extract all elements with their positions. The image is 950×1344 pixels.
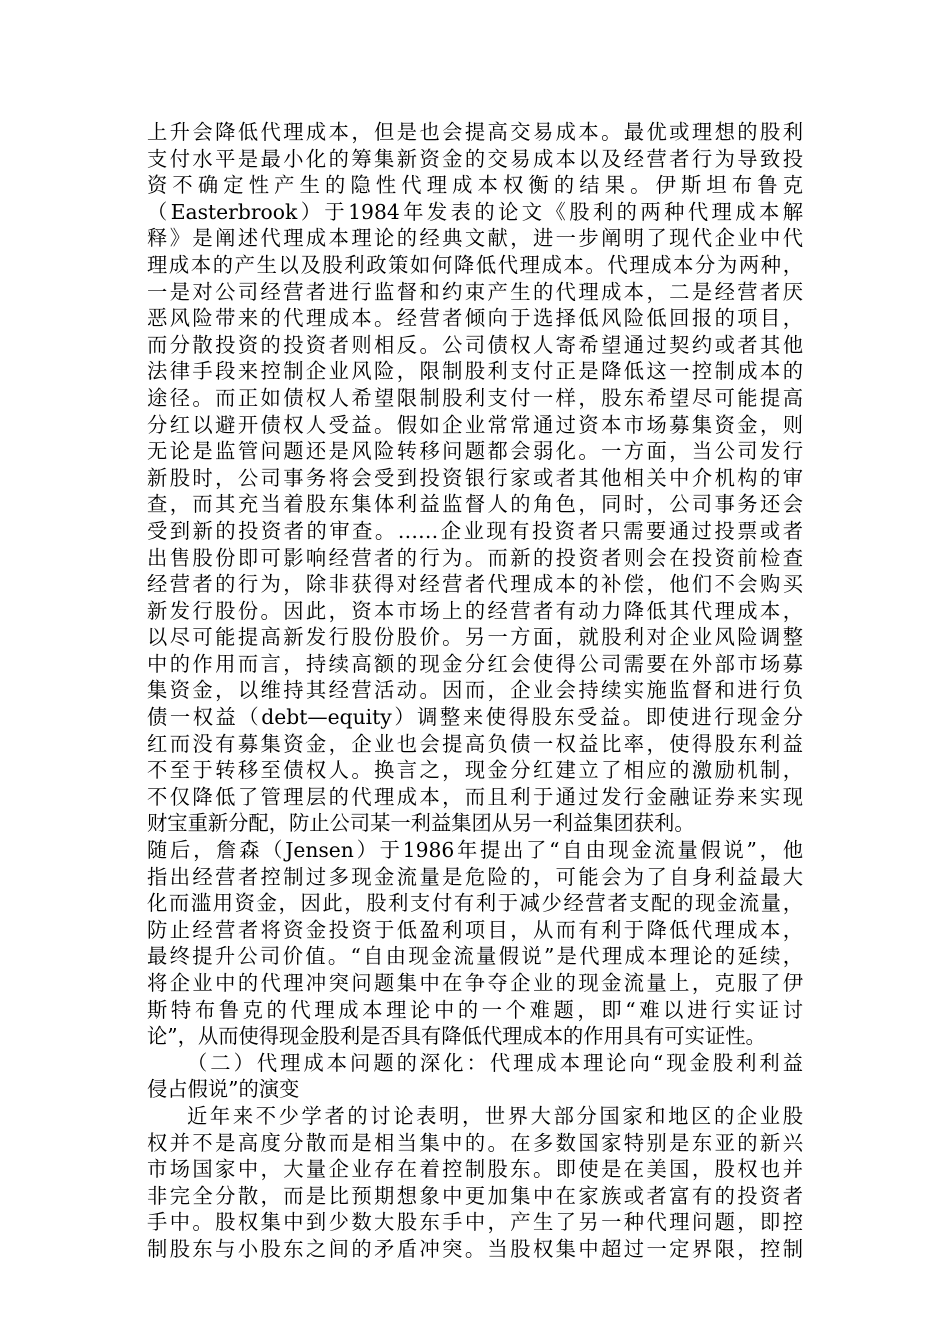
text-line: 释》是阐述代理成本理论的经典文献，进一步阐明了现代企业中代 xyxy=(147,226,803,251)
text-line: 新股时，公司事务将会受到投资银行家或者其他相关中介机构的审 xyxy=(147,465,803,490)
text-line: 手中。股权集中到少数大股东手中，产生了另一种代理问题，即控 xyxy=(147,1210,803,1235)
text-line: 权并不是高度分散而是相当集中的。在多数国家特别是东亚的新兴 xyxy=(147,1130,803,1155)
text-line: 而分散投资的投资者则相反。公司债权人寄希望通过契约或者其他 xyxy=(147,332,803,357)
text-line: 恶风险带来的代理成本。经营者倾向于选择低风险低回报的项目， xyxy=(147,306,803,331)
text-line: 一是对公司经营者进行监督和约束产生的代理成本，二是经营者厌 xyxy=(147,279,803,304)
text-line: 财宝重新分配，防止公司某一利益集团从另一利益集团获利。 xyxy=(147,811,695,836)
text-line: 不仅降低了管理层的代理成本，而且利于通过发行金融证券来实现 xyxy=(147,784,803,809)
text-line: 理成本的产生以及股利政策如何降低代理成本。代理成本分为两种， xyxy=(147,252,803,277)
text-line: 受到新的投资者的审查。……企业现有投资者只需要通过投票或者 xyxy=(147,518,803,543)
text-line: 法律手段来控制企业风险，限制股利支付正是降低这一控制成本的 xyxy=(147,359,803,384)
text-line: 制股东与小股东之间的矛盾冲突。当股权集中超过一定界限，控制 xyxy=(147,1236,803,1261)
text-line: 以尽可能提高新发行股份股价。另一方面，就股利对企业风险调整 xyxy=(147,625,803,650)
text-line: 集资金，以维持其经营活动。因而，企业会持续实施监督和进行负 xyxy=(147,678,803,703)
text-line: 中的作用而言，持续高额的现金分红会使得公司需要在外部市场募 xyxy=(147,651,803,676)
text-line: 途径。而正如债权人希望限制股利支付一样，股东希望尽可能提高 xyxy=(147,385,803,410)
text-line: 指出经营者控制过多现金流量是危险的，可能会为了自身利益最大 xyxy=(147,864,803,889)
text-line: 支付水平是最小化的筹集新资金的交易成本以及经营者行为导致投 xyxy=(147,146,803,171)
text-line: 新发行股份。因此，资本市场上的经营者有动力降低其代理成本， xyxy=(147,598,803,623)
body-text xyxy=(147,119,803,1263)
text-line: 斯特布鲁克的代理成本理论中的一个难题，即“难以进行实证讨 xyxy=(147,997,803,1022)
section-heading-line: （二）代理成本问题的深化：代理成本理论向“现金股利利益 xyxy=(187,1050,803,1075)
text-line: 近年来不少学者的讨论表明，世界大部分国家和地区的企业股 xyxy=(187,1103,803,1128)
text-line: 上升会降低代理成本，但是也会提高交易成本。最优或理想的股利 xyxy=(147,120,803,144)
text-line: 经营者的行为，除非获得对经营者代理成本的补偿，他们不会购买 xyxy=(147,572,803,597)
text-line: 非完全分散，而是比预期想象中更加集中在家族或者富有的投资者 xyxy=(147,1183,803,1208)
text-line: 出售股份即可影响经营者的行为。而新的投资者则会在投资前检查 xyxy=(147,545,803,570)
text-line: 不至于转移至债权人。换言之，现金分红建立了相应的激励机制， xyxy=(147,758,803,783)
text-line: 论”，从而使得现金股利是否具有降低代理成本的作用具有可实证性。 xyxy=(147,1024,766,1049)
text-line: 化而滥用资金，因此，股利支付有利于减少经营者支配的现金流量， xyxy=(147,891,803,916)
text-line: 将企业中的代理冲突问题集中在争夺企业的现金流量上，克服了伊 xyxy=(147,971,803,995)
text-line: 市场国家中，大量企业存在着控制股东。即使是在美国，股权也并 xyxy=(147,1157,803,1182)
text-line: （Easterbrook）于1984年发表的论文《股利的两种代理成本解 xyxy=(147,199,803,224)
text-line: 随后，詹森（Jensen）于1986年提出了“自由现金流量假说”，他 xyxy=(147,838,803,863)
text-line: 无论是监管问题还是风险转移问题都会弱化。一方面，当公司发行 xyxy=(147,439,803,464)
text-line: 资不确定性产生的隐性代理成本权衡的结果。伊斯坦布鲁克 xyxy=(147,173,803,198)
text-line: 分红以避开债权人受益。假如企业常常通过资本市场募集资金，则 xyxy=(147,412,803,437)
text-line: 红而没有募集资金，企业也会提高负债一权益比率，使得股东利益 xyxy=(147,731,803,756)
text-line: 查，而其充当着股东集体利益监督人的角色，同时，公司事务还会 xyxy=(147,492,803,517)
section-heading-line: 侵占假说”的演变 xyxy=(147,1077,300,1102)
text-line: 债一权益（debt—equity）调整来使得股东受益。即使进行现金分 xyxy=(147,705,803,730)
text-line: 最终提升公司价值。“自由现金流量假说”是代理成本理论的延续， xyxy=(147,944,803,969)
text-line: 防止经营者将资金投资于低盈利项目，从而有利于降低代理成本， xyxy=(147,917,803,942)
